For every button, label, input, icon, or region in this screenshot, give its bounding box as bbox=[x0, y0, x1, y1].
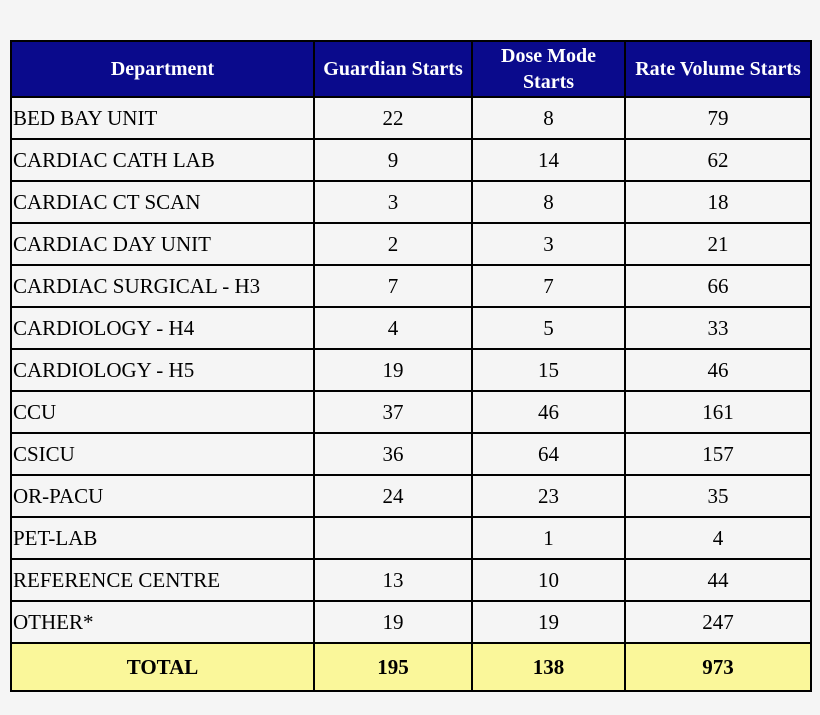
rate-volume-starts-cell: 4 bbox=[625, 517, 811, 559]
rate-volume-starts-cell: 35 bbox=[625, 475, 811, 517]
total-rate-volume-starts: 973 bbox=[625, 643, 811, 691]
total-dose-mode-starts: 138 bbox=[472, 643, 625, 691]
table-row bbox=[11, 265, 811, 307]
guardian-starts-cell: 2 bbox=[314, 223, 472, 265]
table-row bbox=[11, 559, 811, 601]
dose-mode-starts-cell: 3 bbox=[472, 223, 625, 265]
header-guardian-starts: Guardian Starts bbox=[314, 41, 472, 97]
table-row bbox=[11, 307, 811, 349]
dose-mode-starts-cell: 15 bbox=[472, 349, 625, 391]
department-cell: BED BAY UNIT bbox=[11, 97, 314, 139]
guardian-starts-cell: 36 bbox=[314, 433, 472, 475]
department-cell: CARDIOLOGY - H4 bbox=[11, 307, 314, 349]
guardian-starts-cell: 24 bbox=[314, 475, 472, 517]
guardian-starts-cell: 3 bbox=[314, 181, 472, 223]
dose-mode-starts-cell: 8 bbox=[472, 97, 625, 139]
rate-volume-starts-cell: 46 bbox=[625, 349, 811, 391]
rate-volume-starts-cell: 161 bbox=[625, 391, 811, 433]
rate-volume-starts-cell: 62 bbox=[625, 139, 811, 181]
rate-volume-starts-cell: 157 bbox=[625, 433, 811, 475]
rate-volume-starts-cell: 21 bbox=[625, 223, 811, 265]
table-row bbox=[11, 349, 811, 391]
dose-mode-starts-cell: 10 bbox=[472, 559, 625, 601]
dose-mode-starts-cell: 7 bbox=[472, 265, 625, 307]
dose-mode-starts-cell: 64 bbox=[472, 433, 625, 475]
rate-volume-starts-cell: 79 bbox=[625, 97, 811, 139]
header-row bbox=[11, 41, 811, 97]
department-cell: OR-PACU bbox=[11, 475, 314, 517]
guardian-starts-cell: 9 bbox=[314, 139, 472, 181]
rate-volume-starts-cell: 66 bbox=[625, 265, 811, 307]
rate-volume-starts-cell: 33 bbox=[625, 307, 811, 349]
dose-mode-starts-cell: 19 bbox=[472, 601, 625, 643]
rate-volume-starts-cell: 247 bbox=[625, 601, 811, 643]
total-guardian-starts: 195 bbox=[314, 643, 472, 691]
guardian-starts-cell: 13 bbox=[314, 559, 472, 601]
table-row bbox=[11, 97, 811, 139]
department-cell: PET-LAB bbox=[11, 517, 314, 559]
table-row bbox=[11, 391, 811, 433]
total-row bbox=[11, 643, 811, 691]
department-cell: CARDIAC CATH LAB bbox=[11, 139, 314, 181]
dose-mode-starts-cell: 14 bbox=[472, 139, 625, 181]
table-row bbox=[11, 433, 811, 475]
header-department: Department bbox=[11, 41, 314, 97]
dose-mode-starts-cell: 1 bbox=[472, 517, 625, 559]
table-row bbox=[11, 181, 811, 223]
department-cell: OTHER* bbox=[11, 601, 314, 643]
department-cell: CARDIAC SURGICAL - H3 bbox=[11, 265, 314, 307]
department-cell: CARDIOLOGY - H5 bbox=[11, 349, 314, 391]
dose-mode-starts-cell: 23 bbox=[472, 475, 625, 517]
department-cell: REFERENCE CENTRE bbox=[11, 559, 314, 601]
dose-mode-starts-cell: 46 bbox=[472, 391, 625, 433]
dose-mode-starts-cell: 5 bbox=[472, 307, 625, 349]
table-row bbox=[11, 475, 811, 517]
rate-volume-starts-cell: 44 bbox=[625, 559, 811, 601]
table-row bbox=[11, 601, 811, 643]
guardian-starts-cell: 7 bbox=[314, 265, 472, 307]
table-container bbox=[10, 40, 812, 692]
header-dose-mode-starts: Dose Mode Starts bbox=[472, 41, 625, 97]
guardian-starts-cell: 37 bbox=[314, 391, 472, 433]
department-cell: CARDIAC DAY UNIT bbox=[11, 223, 314, 265]
department-cell: CCU bbox=[11, 391, 314, 433]
department-cell: CSICU bbox=[11, 433, 314, 475]
department-cell: CARDIAC CT SCAN bbox=[11, 181, 314, 223]
table-row bbox=[11, 139, 811, 181]
total-label: TOTAL bbox=[11, 643, 314, 691]
guardian-starts-cell: 19 bbox=[314, 601, 472, 643]
guardian-starts-cell: 19 bbox=[314, 349, 472, 391]
table-row bbox=[11, 517, 811, 559]
header-rate-volume-starts: Rate Volume Starts bbox=[625, 41, 811, 97]
guardian-starts-cell: 22 bbox=[314, 97, 472, 139]
guardian-starts-cell: 4 bbox=[314, 307, 472, 349]
department-starts-table bbox=[10, 40, 812, 692]
guardian-starts-cell bbox=[314, 517, 472, 559]
table-row bbox=[11, 223, 811, 265]
dose-mode-starts-cell: 8 bbox=[472, 181, 625, 223]
rate-volume-starts-cell: 18 bbox=[625, 181, 811, 223]
